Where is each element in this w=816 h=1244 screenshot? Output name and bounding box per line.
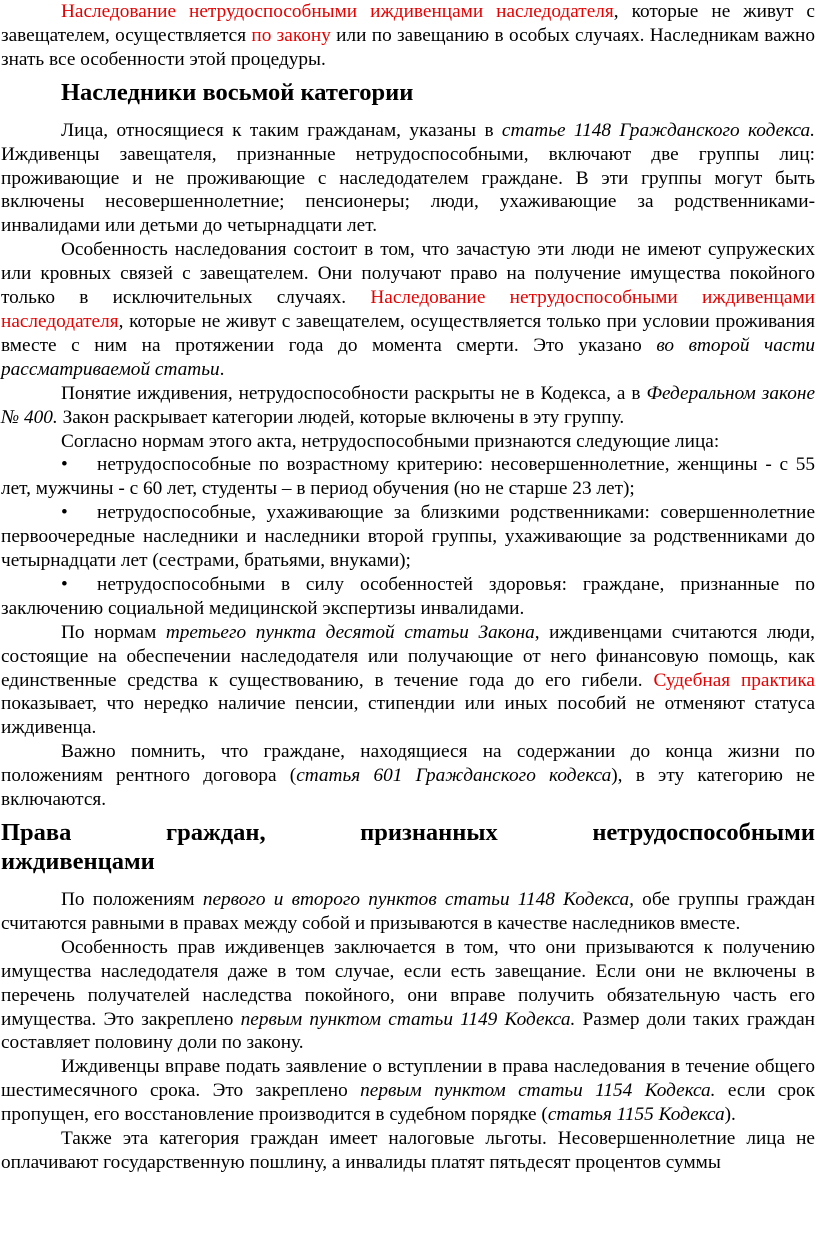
paragraph-tax: Также эта категория граждан имеет налоговые льготы. Несовершеннолетние лица не оплачивают государственную пошлину, а инвалиды платят пятьдесят процентов суммы [1,1128,815,1173]
court-practice-link[interactable]: Судебная практика [653,669,815,691]
paragraph-provisions: По положениям первого и второго пунктов статьи 1148 Кодекса, обе группы граждан считаются равными в правах между собой и призываются в качестве наследников вместе. [1,889,815,934]
paragraph-concept: Понятие иждивения, нетрудоспособности раскрыты не в Кодекса, а в Федеральном законе № 400. Закон раскрывает категории людей, которые включены в эту группу. [1,382,816,428]
by-law-link[interactable]: по закону [251,24,331,46]
paragraph-dependents: По нормам третьего пункта десятой статьи Закона, иждивенцами считаются люди, состоящие на обеспечении наследодателя или получающие от него финансовую помощь, как единственные средства к существованию, в течение года до его гибели. Судебная практика показывает, что нередко наличие пенсии, стипендии или иных пособий не отменяют статуса иждивенца. [1,621,815,739]
bullet-icon: • [61,573,68,595]
paragraph-persons: Лица, относящиеся к таким гражданам, указаны в статье 1148 Гражданского кодекса. Иждивенцы завещателя, признанные нетрудоспособными, включают две группы лиц: проживающие и не проживающие с наследодателем граждане. В эти группы могут быть включены несовершеннолетние; пенсионеры; люди, ухаживающие за родственниками-инвалидами или детьми до четырнадцати лет. [1,119,816,237]
paragraph-rent: Важно помнить, что граждане, находящиеся на содержании до конца жизни по положениям рентного договора (статья 601 Гражданского кодекса), в эту категорию не включаются. [1,741,815,811]
bullet-icon: • [61,454,68,476]
paragraph-feature: Особенность наследования состоит в том, что зачастую эти люди не имеют супружеских или кровных связей с завещателем. Они получают право на получение имущества покойного только в исключительных случаях. Наследование нетрудоспособными иждивенцами наследодателя, которые не живут с завещателем, осуществляется только при условии проживания вместе с ним на протяжении года до момента смерти. Это указано во второй части рассматриваемой статьи. [1,239,816,380]
paragraph-rights-feature: Особенность прав иждивенцев заключается в том, что они призываются к получению имущества наследодателя даже в том случае, если есть завещание. Если они не включены в перечень получателей наследства покойного, они вправе получить обязательную часть его имущества. Это закреплено первым пунктом статьи 1149 Кодекса. Размер доли таких граждан составляет половину доли по закону. [1,936,815,1054]
bullet-list [1,453,815,620]
paragraph-application: Иждивенцы вправе подать заявление о вступлении в права наследования в течение общего шестимесячного срока. Это закреплено первым пунктом статьи 1154 Кодекса. если срок пропущен, его восстановление производится в судебном порядке (статья 1155 Кодекса). [1,1056,815,1126]
list-item: • нетрудоспособные, ухаживающие за близкими родственниками: совершеннолетние первоочередные наследники и наследники второй группы, ухаживающие за родственниками до четырнадцати лет (сестрами, братьями, внуками); [1,502,815,572]
list-item: • нетрудоспособными в силу особенностей здоровья: граждане, признанные по заключению социальной медицинской экспертизы инвалидами. [1,573,815,619]
heading-rights [1,818,815,876]
intro-paragraph: Наследование нетрудоспособными иждивенцами наследодателя, которые не живут с завещателем, осуществляется по закону или по завещанию в особых случаях. Наследникам важно знать все особенности этой процедуры. [1,1,815,70]
paragraph-norms: Согласно нормам этого акта, нетрудоспособными признаются следующие лица: [61,430,720,452]
list-item: • нетрудоспособные по возрастному критерию: несовершеннолетние, женщины - с 55 лет, мужчины - с 60 лет, студенты – в период обучения (но не старше 23 лет); [1,454,815,500]
heading-eighth-category: Наследники восьмой категории [61,78,414,106]
heading-rights-line2: иждивенцами [1,848,155,875]
inheritance-link-2[interactable]: Наследование нетрудоспособными иждивенцами наследодателя [1,287,816,332]
bullet-icon: • [61,502,68,524]
inheritance-link[interactable]: Наследование нетрудоспособными иждивенцами наследодателя [61,1,614,22]
heading-rights-line1: Права граждан, признанных нетрудоспособными [1,819,815,846]
